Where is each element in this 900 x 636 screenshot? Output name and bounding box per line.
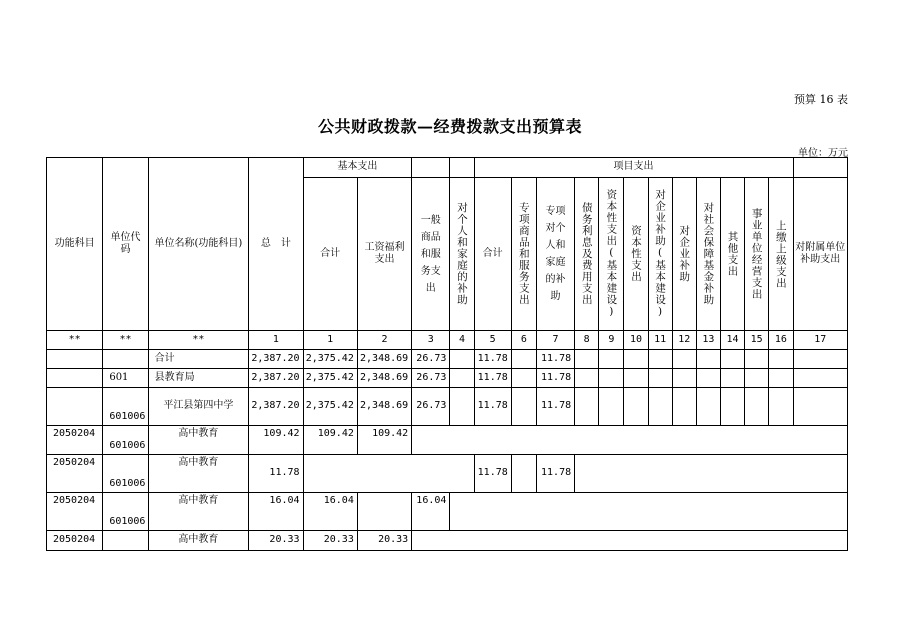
name-cell: 县教育局 [148, 369, 249, 388]
index-cell: 15 [745, 331, 769, 350]
index-cell: 12 [672, 331, 696, 350]
empty-cell [648, 369, 672, 388]
name-cell: 高中教育 [148, 455, 249, 493]
header-public-institution: 事业单位经营支出 [745, 178, 769, 331]
special-subsidy-cell: 11.78 [536, 455, 574, 493]
index-cell: 14 [720, 331, 744, 350]
header-basic: 基本支出 [303, 158, 412, 178]
total-cell: 2,387.20 [249, 350, 303, 369]
table-row-total [47, 350, 848, 369]
basic-total-cell: 109.42 [303, 426, 357, 455]
empty-cell [793, 388, 847, 426]
header-capital-basic: 资本性支出(基本建设) [599, 178, 624, 331]
basic-total-cell: 2,375.42 [303, 369, 357, 388]
goods-cell: 26.73 [412, 369, 450, 388]
basic-total-cell: 2,375.42 [303, 350, 357, 369]
empty-cell [793, 350, 847, 369]
empty-span-cell [575, 455, 848, 493]
empty-cell [357, 493, 411, 531]
special-subsidy-cell: 11.78 [536, 350, 574, 369]
empty-cell [745, 350, 769, 369]
header-unit-code: 单位代码 [103, 158, 148, 331]
empty-cell [672, 369, 696, 388]
table-row-item [47, 531, 848, 551]
total-cell: 16.04 [249, 493, 303, 531]
func-cell [47, 369, 103, 388]
index-cell: ** [103, 331, 148, 350]
project-total-cell: 11.78 [474, 369, 511, 388]
goods-cell: 16.04 [412, 493, 450, 531]
empty-span-cell [412, 531, 848, 551]
header-upper-level: 上缴上级支出 [769, 178, 793, 331]
empty-cell [511, 388, 536, 426]
index-cell: 7 [536, 331, 574, 350]
header-special-subsidy: 专项对个人和家庭的补助 [536, 178, 574, 331]
empty-cell [648, 350, 672, 369]
header-enterprise: 对企业补助 [672, 178, 696, 331]
name-cell: 高中教育 [148, 493, 249, 531]
index-cell: 17 [793, 331, 847, 350]
empty-cell [720, 388, 744, 426]
form-number: 预算 16 表 [794, 93, 848, 106]
code-cell: 601006 [103, 426, 148, 455]
header-debt-interest: 债务利息及费用支出 [575, 178, 599, 331]
empty-cell [696, 388, 720, 426]
total-cell: 2,387.20 [249, 369, 303, 388]
empty-cell [793, 369, 847, 388]
index-row [47, 331, 848, 350]
header-subsidiary: 对附属单位补助支出 [793, 178, 847, 331]
empty-span-cell [412, 426, 848, 455]
func-cell [47, 350, 103, 369]
empty-cell [745, 388, 769, 426]
table-row-item [47, 455, 848, 493]
code-cell: 601006 [103, 388, 148, 426]
total-cell: 20.33 [249, 531, 303, 551]
header-other: 其他支出 [720, 178, 744, 331]
index-cell: 6 [511, 331, 536, 350]
table-row-school [47, 388, 848, 426]
index-cell: 8 [575, 331, 599, 350]
empty-cell [511, 455, 536, 493]
empty-cell [648, 388, 672, 426]
header-social-security: 对社会保障基金补助 [696, 178, 720, 331]
empty-cell [511, 350, 536, 369]
table-row-item [47, 426, 848, 455]
header-basic-total: 合计 [303, 178, 357, 331]
empty-cell [624, 369, 648, 388]
empty-cell [511, 369, 536, 388]
index-cell: 3 [412, 331, 450, 350]
header-row-1 [47, 158, 848, 178]
table-row-item [47, 493, 848, 531]
func-cell: 2050204 [47, 455, 103, 493]
empty-cell [450, 369, 474, 388]
empty-cell [745, 369, 769, 388]
empty-cell [720, 369, 744, 388]
empty-cell [575, 388, 599, 426]
empty-span-cell [450, 493, 848, 531]
index-cell: 4 [450, 331, 474, 350]
func-cell: 2050204 [47, 531, 103, 551]
empty-cell [769, 369, 793, 388]
empty-cell [624, 350, 648, 369]
empty-cell [450, 388, 474, 426]
empty-cell [696, 369, 720, 388]
goods-cell: 26.73 [412, 388, 450, 426]
name-cell: 合计 [148, 350, 249, 369]
code-cell: 601006 [103, 493, 148, 531]
basic-total-cell: 2,375.42 [303, 388, 357, 426]
document-title: 公共财政拨款—经费拨款支出预算表 [317, 117, 582, 136]
empty-cell [450, 350, 474, 369]
empty-cell [769, 350, 793, 369]
index-cell: 1 [303, 331, 357, 350]
index-cell: ** [148, 331, 249, 350]
project-total-cell: 11.78 [474, 455, 511, 493]
index-cell: 1 [249, 331, 303, 350]
special-subsidy-cell: 11.78 [536, 388, 574, 426]
goods-cell: 26.73 [412, 350, 450, 369]
header-project-total: 合计 [474, 178, 511, 331]
func-cell: 2050204 [47, 493, 103, 531]
empty-cell [672, 388, 696, 426]
header-blank-1 [412, 158, 450, 178]
index-cell: 16 [769, 331, 793, 350]
unit-label: 单位：万元 [798, 148, 848, 159]
empty-span-cell [303, 455, 474, 493]
total-cell: 11.78 [249, 455, 303, 493]
func-cell [47, 388, 103, 426]
empty-cell [599, 350, 624, 369]
index-cell: 11 [648, 331, 672, 350]
salary-cell: 2,348.69 [357, 350, 411, 369]
header-blank-2 [450, 158, 474, 178]
basic-total-cell: 20.33 [303, 531, 357, 551]
code-cell: 601 [103, 369, 148, 388]
name-cell: 高中教育 [148, 531, 249, 551]
header-goods-services: 一般商品和服务支出 [412, 178, 450, 331]
code-cell [103, 350, 148, 369]
header-special-goods: 专项商品和服务支出 [511, 178, 536, 331]
header-func-subject: 功能科目 [47, 158, 103, 331]
total-cell: 109.42 [249, 426, 303, 455]
index-cell: 9 [599, 331, 624, 350]
salary-cell: 2,348.69 [357, 369, 411, 388]
salary-cell: 109.42 [357, 426, 411, 455]
header-subsidy-individuals: 对个人和家庭的补助 [450, 178, 474, 331]
empty-cell [720, 350, 744, 369]
empty-cell [769, 388, 793, 426]
header-blank-3 [793, 158, 847, 178]
name-cell: 高中教育 [148, 426, 249, 455]
total-cell: 2,387.20 [249, 388, 303, 426]
index-cell: 2 [357, 331, 411, 350]
empty-cell [599, 369, 624, 388]
basic-total-cell: 16.04 [303, 493, 357, 531]
index-cell: 10 [624, 331, 648, 350]
index-cell: 5 [474, 331, 511, 350]
header-enterprise-basic: 对企业补助(基本建设) [648, 178, 672, 331]
empty-cell [624, 388, 648, 426]
project-total-cell: 11.78 [474, 350, 511, 369]
empty-cell [575, 369, 599, 388]
empty-cell [575, 350, 599, 369]
func-cell: 2050204 [47, 426, 103, 455]
index-cell: 13 [696, 331, 720, 350]
salary-cell: 20.33 [357, 531, 411, 551]
header-capital: 资本性支出 [624, 178, 648, 331]
header-total: 总 计 [249, 158, 303, 331]
special-subsidy-cell: 11.78 [536, 369, 574, 388]
header-unit-name: 单位名称(功能科目) [148, 158, 249, 331]
header-project: 项目支出 [474, 158, 793, 178]
header-basic-salary: 工资福利支出 [357, 178, 411, 331]
empty-cell [599, 388, 624, 426]
budget-table [46, 157, 848, 551]
empty-cell [672, 350, 696, 369]
project-total-cell: 11.78 [474, 388, 511, 426]
name-cell: 平江县第四中学 [148, 388, 249, 426]
table-row-department [47, 369, 848, 388]
salary-cell: 2,348.69 [357, 388, 411, 426]
code-cell [103, 531, 148, 551]
index-cell: ** [47, 331, 103, 350]
code-cell: 601006 [103, 455, 148, 493]
empty-cell [696, 350, 720, 369]
